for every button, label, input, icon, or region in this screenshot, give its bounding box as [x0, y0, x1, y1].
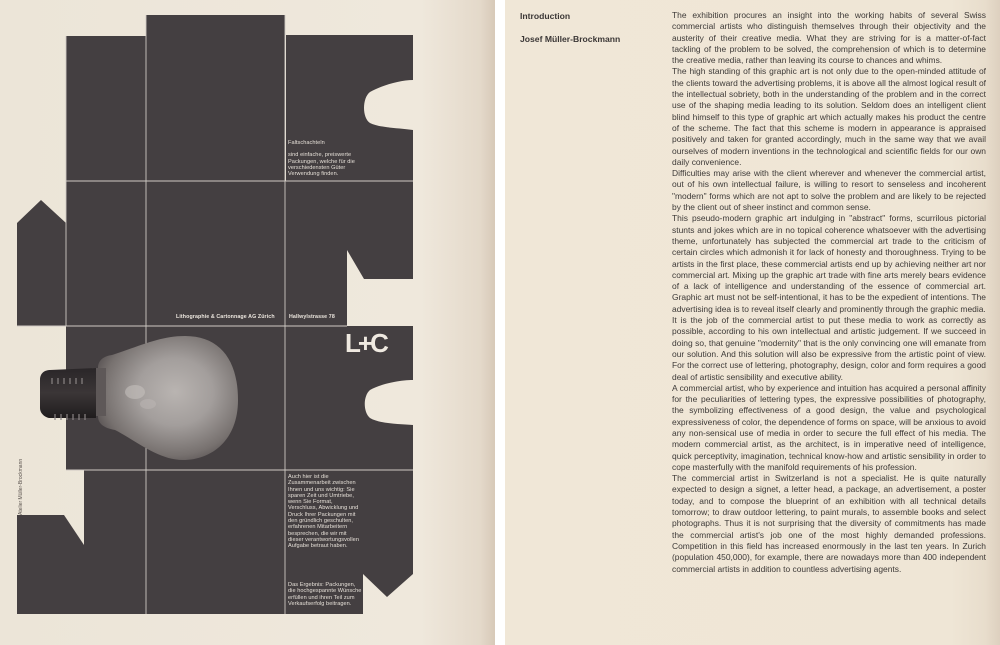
panel-note-bottom: Das Ergebnis: Packungen, die hochgespannte Wünsche erfüllen und ihren Teil zum Verkaufserfolg beitragen.	[288, 582, 362, 607]
left-page	[0, 0, 495, 645]
paragraph: The exhibition procures an insight into the working habits of several Swiss commercial artists who distinguish themselves through their objectivity and the austerity of their creative media. What they are striving for is a matter-of-fact tackling of the problem to be solved, the comprehension of which is to determine the creative media, rather than leaving its course to chances and whims.	[672, 10, 986, 66]
folding-box-dieline	[0, 0, 495, 645]
vertical-credit: Atelier Müller-Brockmann	[18, 458, 24, 515]
paragraph: A commercial artist, who by experience and intuition has acquired a personal affinity for the peculiarities of lettering types, the expressive possibilities of photography, the symbolizing effectiveness of a good design, the value and psychological expressiveness of color, the dependence of forms on space, will be anxious to avoid any non-sensical use of media in order to secure the full effect of his media. The modern commercial artist, as the architect, is in imperative need of intelligence, quick perceptivity, imagination, technical know-how and artistic sensibility in order to cope masterfully with the manifold requirements of his profession.	[672, 382, 986, 472]
panel-note-heading: Faltschachteln	[288, 140, 325, 146]
paragraph: The high standing of this graphic art is not only due to the open-minded attitude of the clients toward the advertising problems, it is above all the almost logical result of the intellectual sobriety, both in the understanding of the problem and in the correct use of the shaping media leading to its solution. Seldom does an intelligent client blind himself to this type of graphic art which actually makes his product the centre of the scheme. The fact that this scheme is modern in appearance is appraised positively and taken for granted accordingly, much in the same way that we avail ourselves of modern inventions in the technological and scientific fields for our own daily convenience.	[672, 66, 986, 167]
paragraph: Difficulties may arise with the client wherever and whenever the commercial artist, out of his own intellectual failure, is willing to resort to senseless and incoherent "modern" forms which are not apt to solve the problem and are likely to be rejected by the client out of sheer instinct and common sense.	[672, 168, 986, 213]
panel-note-middle: Auch hier ist die Zusammenarbeit zwischen Ihnen und uns wichtig: Sie sparen Zeit und Umtriebe, wenn Sie Format, Verschluss, Abwicklung und Druck Ihrer Packungen mit den gründlich geschulten, erfahrenen Mitarbeitern besprechen, die wir mit dieser verantwortungsvollen Aufgabe betraut haben.	[288, 474, 359, 550]
introduction-body	[672, 10, 986, 575]
address-street: Hallwylstrasse 78	[289, 314, 335, 320]
paragraph: It is the job of the commercial artist to put these media to work as correctly as possible, according to his own intellectual and artistic judgement. If we succeed in doing so, that genuine "modernity" that is the only convincing one will emanate from our solution. And this solution will also be expressive from the artistic point of view. For the correct use of lettering, photography, design, color and form requires a good deal of artistic sensibility and executive ability.	[672, 315, 986, 382]
panel-note-body: sind einfache, preiswerte Packungen, welche für die verschiedensten Güter Verwendung finden.	[288, 152, 355, 178]
author-name: Josef Müller-Brockmann	[520, 34, 621, 44]
paragraph: This pseudo-modern graphic art indulging in "abstract" forms, scurrilous pictorial stunts and jokes which are in no topical coherence whatsoever with the advertising theme, unfortunately has subjected the commercial art trade to the criticism of certain circles which admonish it for lack of honesty and thoroughness. Trying to be artists in the first place, these commercial artists end up by achieving neither art nor commercial art. Mixing up the graphic art trade with fine arts merely bears evidence of a lack of intelligence and understanding of the essence of commercial art. Graphic art must not be self-intentional, it has to be the expedient of intentions. The advertising idea is to reveal itself clearly and prominently through the graphic media.	[672, 213, 986, 314]
lc-logo: L+C	[345, 328, 386, 358]
address-company: Lithographie & Cartonnage AG Zürich	[176, 314, 275, 320]
panel-note-top	[288, 140, 378, 177]
section-label: Introduction	[520, 11, 571, 21]
paragraph: The commercial artist in Switzerland is not a specialist. He is quite naturally expected to design a signet, a letter head, a package, an advertisement, a poster today, and to compose the blueprint of an exhibition with all technical details tomorrow; to draw outdoor lettering, to paint murals, to assemble books and select photographs. Thus it is not surprising that the diversity of commitments has made the commercial artist's job one of the most highly demanded professions. Competition in this field has increased enormously in the last ten years. In Zurich (population 450,000), for example, there are nowadays more than 400 independent commercial artists in addition to countless advertising agents.	[672, 473, 986, 574]
